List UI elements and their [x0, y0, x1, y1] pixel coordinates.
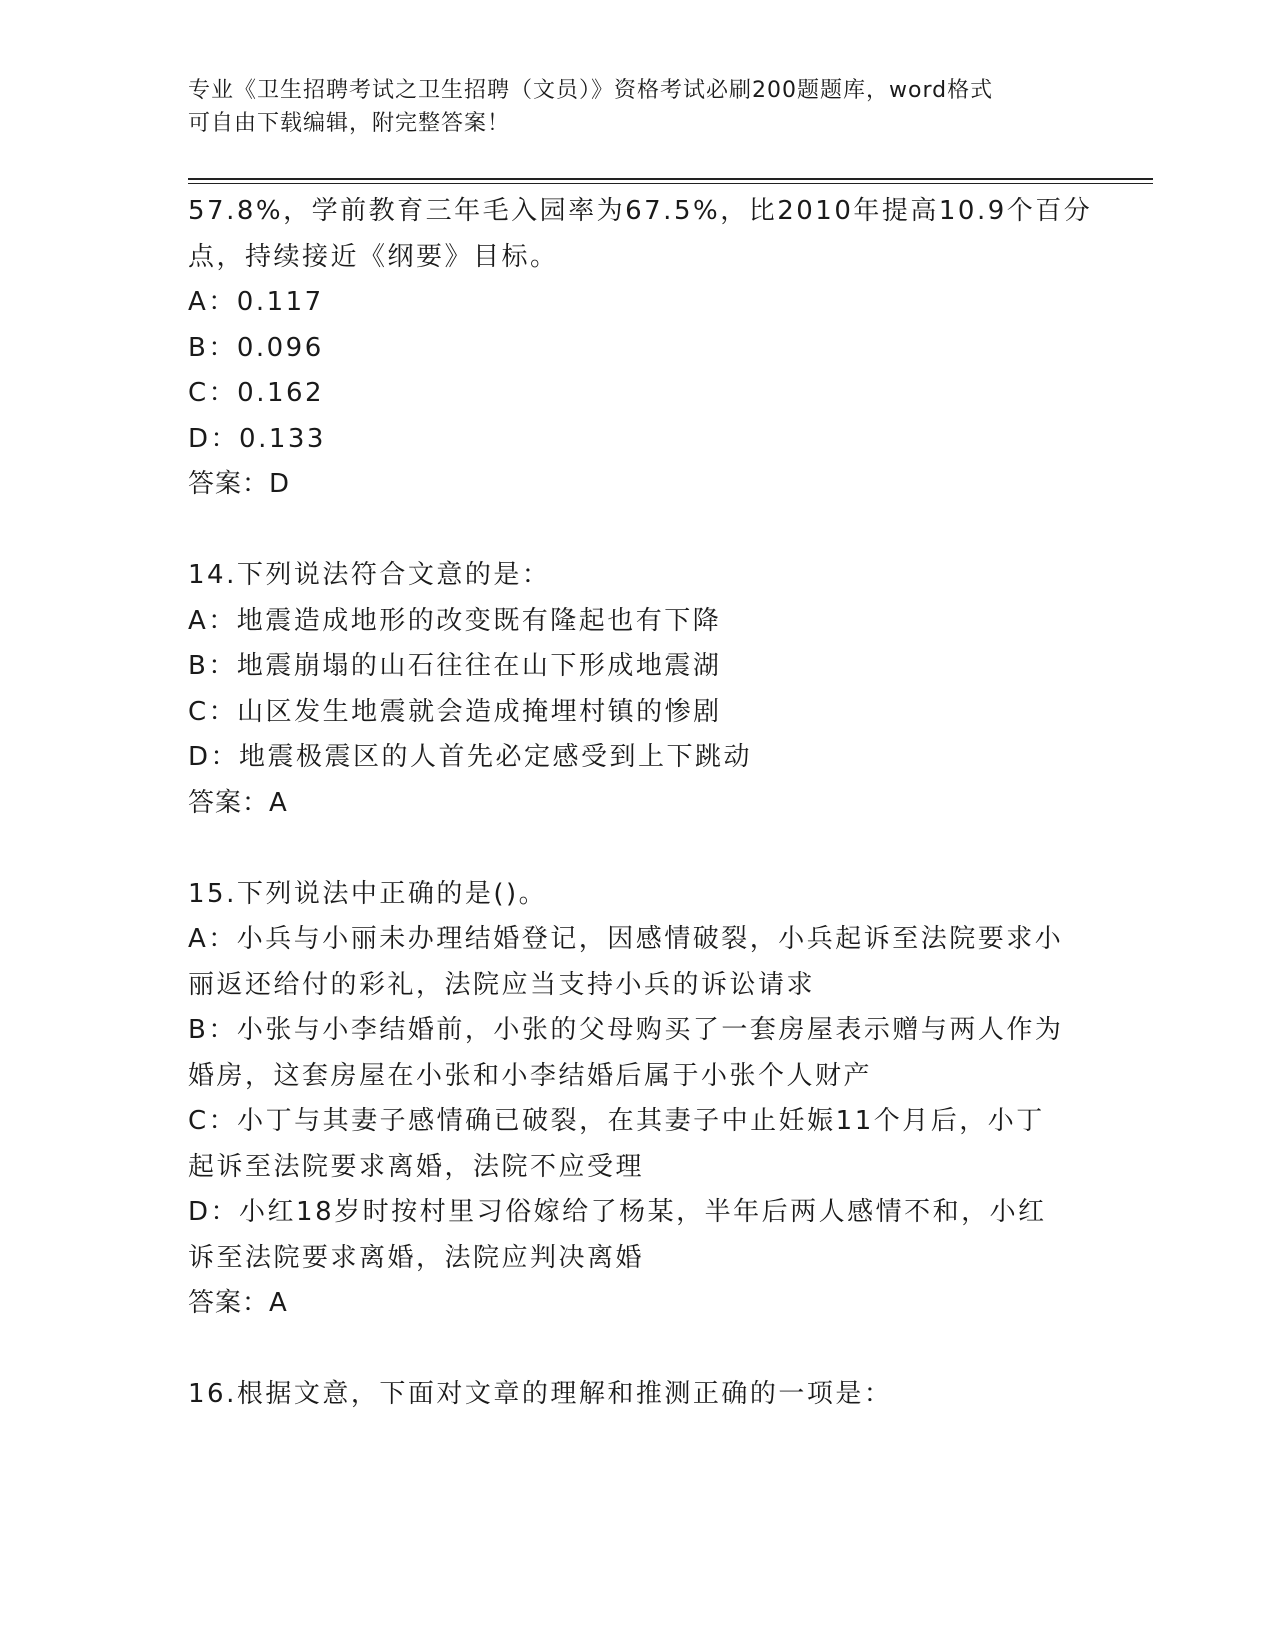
header-line-1: 专业《卫生招聘考试之卫生招聘（文员）》资格考试必刷200题题库，word格式 [188, 78, 994, 103]
question-15 [188, 872, 1088, 1327]
option-c: C：山区发生地震就会造成掩埋村镇的惨剧 [188, 696, 722, 727]
question-13 [188, 189, 1093, 508]
option-d-continued: 诉至法院要求离婚，法院应判决离婚 [188, 1242, 645, 1273]
answer: 答案：A [188, 1288, 288, 1318]
option-b: B：0.096 [188, 332, 324, 363]
option-d: D：0.133 [188, 423, 326, 454]
header-line-2: 可自由下载编辑，附完整答案！ [188, 111, 511, 136]
option-b-continued: 婚房，这套房屋在小张和小李结婚后属于小张个人财产 [188, 1060, 873, 1091]
option-c: C：小丁与其妻子感情确已破裂，在其妻子中止妊娠11个月后，小丁 [188, 1106, 1045, 1136]
spacer [188, 1327, 1088, 1373]
option-d: D：小红18岁时按村里习俗嫁给了杨某，半年后两人感情不和，小红 [188, 1197, 1047, 1227]
option-b: B：小张与小李结婚前，小张的父母购买了一套房屋表示赠与两人作为 [188, 1015, 1064, 1045]
question-14 [188, 553, 1088, 826]
question-title: 14.下列说法符合文意的是： [188, 560, 551, 590]
header-divider-thin [188, 183, 1153, 184]
option-a: A：小兵与小丽未办理结婚登记，因感情破裂，小兵起诉至法院要求小 [188, 924, 1064, 954]
spacer [188, 826, 1088, 872]
document-body [188, 189, 1093, 1418]
answer: 答案：A [188, 787, 288, 818]
option-c-continued: 起诉至法院要求离婚，法院不应受理 [188, 1151, 645, 1182]
option-a: A：0.117 [188, 287, 324, 317]
answer: 答案：D [188, 469, 291, 499]
question-title: 16.根据文意，下面对文章的理解和推测正确的一项是： [188, 1379, 893, 1409]
spacer [188, 508, 1088, 554]
header-divider-thick [188, 178, 1153, 180]
document-header [188, 74, 1068, 140]
question-text: 57.8%，学前教育三年毛入园率为67.5%，比2010年提高10.9个百分 [188, 196, 1093, 226]
question-16 [188, 1372, 1088, 1418]
option-a-continued: 丽返还给付的彩礼，法院应当支持小兵的诉讼请求 [188, 969, 816, 1000]
question-text: 点，持续接近《纲要》目标。 [188, 241, 559, 272]
option-d: D：地震极震区的人首先必定感受到上下跳动 [188, 742, 753, 772]
question-title: 15.下列说法中正确的是()。 [188, 878, 548, 909]
option-a: A：地震造成地形的改变既有隆起也有下降 [188, 605, 722, 636]
option-b: B：地震崩塌的山石往往在山下形成地震湖 [188, 651, 722, 681]
option-c: C：0.162 [188, 378, 325, 408]
